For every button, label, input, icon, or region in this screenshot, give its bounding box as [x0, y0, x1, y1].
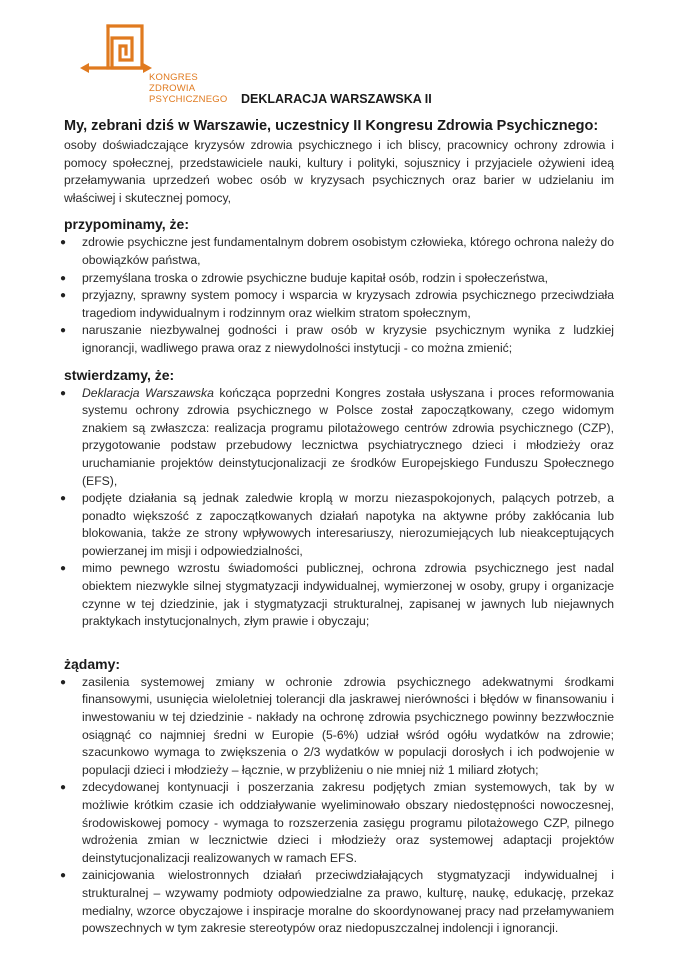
kongres-logo	[80, 18, 250, 108]
bullet-icon: ●	[60, 272, 67, 284]
logo-line-3: PSYCHICZNEGO	[149, 94, 228, 105]
bullet-icon: ●	[60, 676, 67, 688]
bullet-icon: ●	[60, 237, 67, 249]
list-item: ● podjęte działania są jednak zaledwie kroplą w morzu niezaspokojonych, palących potrzeb, a ponadto większość z zapoczątkowanych działań napotyka na aktywne próby zakłócania lub blokowania, także ze strony wpływowych interesariuszy, nierozumiejących lub nieakceptujących powierzanej im misji i odpowiedzialności,	[60, 491, 614, 558]
bullet-icon: ●	[60, 493, 67, 505]
state-heading: stwierdzamy, że:	[64, 366, 175, 383]
intro-heading: My, zebrani dziś w Warszawie, uczestnicy II Kongresu Zdrowia Psychicznego:	[64, 118, 599, 134]
demand-heading: żądamy:	[64, 655, 121, 672]
bullet-icon: ●	[60, 870, 67, 882]
bullet-icon: ●	[60, 782, 67, 794]
bullet-icon: ●	[60, 563, 67, 575]
document-title: DEKLARACJA WARSZAWSKA II	[241, 92, 432, 106]
list-item: ● przyjazny, sprawny system pomocy i wsparcia w kryzysach zdrowia psychicznego przeciwdziała tragediom indywidualnym i rodzinnym oraz wielkim stratom społecznym,	[60, 288, 614, 320]
document-body	[60, 117, 614, 938]
maze-arrow-icon	[80, 18, 152, 80]
state-list	[60, 385, 614, 631]
logo-line-1: KONGRES	[149, 72, 198, 83]
list-item: ● przemyślana troska o zdrowie psychiczne buduje kapitał osób, rodzin i społeczeństwa,	[58, 270, 614, 288]
list-item: ● zdrowie psychiczne jest fundamentalnym dobrem osobistym człowieka, którego ochrona należy do obowiązków państwa,	[60, 235, 614, 267]
bullet-icon: ●	[60, 325, 67, 337]
list-item: ● zasilenia systemowej zmiany w ochronie zdrowia psychicznego adekwatnymi środkami finansowymi, usunięcia wieloletniej tolerancji dla jaskrawej nierówności i błędów w finansowaniu i inwestowaniu w tej dziedzinie - nakłady na ochronę zdrowia psychicznego powinny bezzwłocznie osiągnąć co najmniej średni w Europie (5-6%) udział wśród ogółu wydatków na zdrowie; szacunkowo wymaga to zwiększenia o 2/3 wydatków w populacji dorosłych i ich podwojenie w populacji dzieci i młodzieży – łącznie, w przybliżeniu o nie mniej niż 1 miliard złotych;	[60, 674, 614, 777]
bullet-icon: ●	[60, 290, 67, 302]
logo-line-2: ZDROWIA	[149, 83, 196, 94]
remind-list	[60, 234, 614, 357]
list-item: ● Deklaracja Warszawska kończąca poprzedni Kongres została usłyszana i proces reformowania systemu ochrony zdrowia psychicznego w Polsce został zapoczątkowany, czego widomym znakiem są zwłaszcza: realizacja programu pilotażowego centrów zdrowia psychicznego (CZP), przygotowanie podstaw przebudowy lecznictwa psychiatrycznego dzieci i młodzieży oraz uruchamianie projektów deinstytucjonalizacji ze środków Europejskiego Funduszu Społecznego (EFS),	[60, 385, 614, 488]
list-item: ● zainicjowania wielostronnych działań przeciwdziałających stygmatyzacji indywidualnej i strukturalnej – wzywamy podmioty odpowiedzialne za prawo, kulturę, naukę, edukację, przekaz medialny, wzorce obyczajowe i inspiracje moralne do skoordynowanej pracy nad przełamywaniem powszechnych w tym zakresie stereotypów oraz niedopuszczalnej indolencji i ignorancji.	[60, 868, 614, 936]
intro-paragraph: osoby doświadczające kryzysów zdrowia psychicznego i ich bliscy, pracownicy ochrony zdrowia i pomocy społecznej, przedstawiciele nauki, kultury i polityki, sojusznicy i przyjaciele ożywieni ideą przełamywania uprzedzeń wobec osób w kryzysach psychicznych oraz barier w udzielaniu im właściwej i skutecznej pomocy,	[64, 138, 614, 205]
list-item: ● naruszanie niezbywalnej godności i praw osób w kryzysie psychicznym wynika z ludzkiej ignorancji, wadliwego prawa oraz z niewydolności instytucji - co można zmienić;	[60, 323, 614, 355]
bullet-icon: ●	[60, 387, 67, 399]
logo-text	[149, 72, 227, 105]
list-item: ● zdecydowanej kontynuacji i poszerzania zakresu podjętych zmian systemowych, tak by w możliwie krótkim czasie ich oddziaływanie wyeliminowało obszary niedostępności nowoczesnej, środowiskowej pomocy - wymaga to rozszerzenia zasięgu programu pilotażowego CZP, pilnego wdrożenia zmian w lecznictwie dzieci i młodzieży oraz systemowej adaptacji projektów deinstytucjonalizacji realizowanych w ramach EFS.	[60, 780, 614, 865]
list-item: ● mimo pewnego wzrostu świadomości publicznej, ochrona zdrowia psychicznego jest nadal obiektem niezwykle silnej stygmatyzacji indywidualnej, wymierzonej w osoby, grupy i organizacje czynne w tej dziedzinie, jak i stygmatyzacji strukturalnej, zapisanej w jawnych lub niejawnych praktykach instytucjonalnych, złym prawie i obyczaju;	[60, 561, 614, 629]
remind-heading: przypominamy, że:	[64, 216, 189, 233]
demand-list	[60, 674, 614, 938]
